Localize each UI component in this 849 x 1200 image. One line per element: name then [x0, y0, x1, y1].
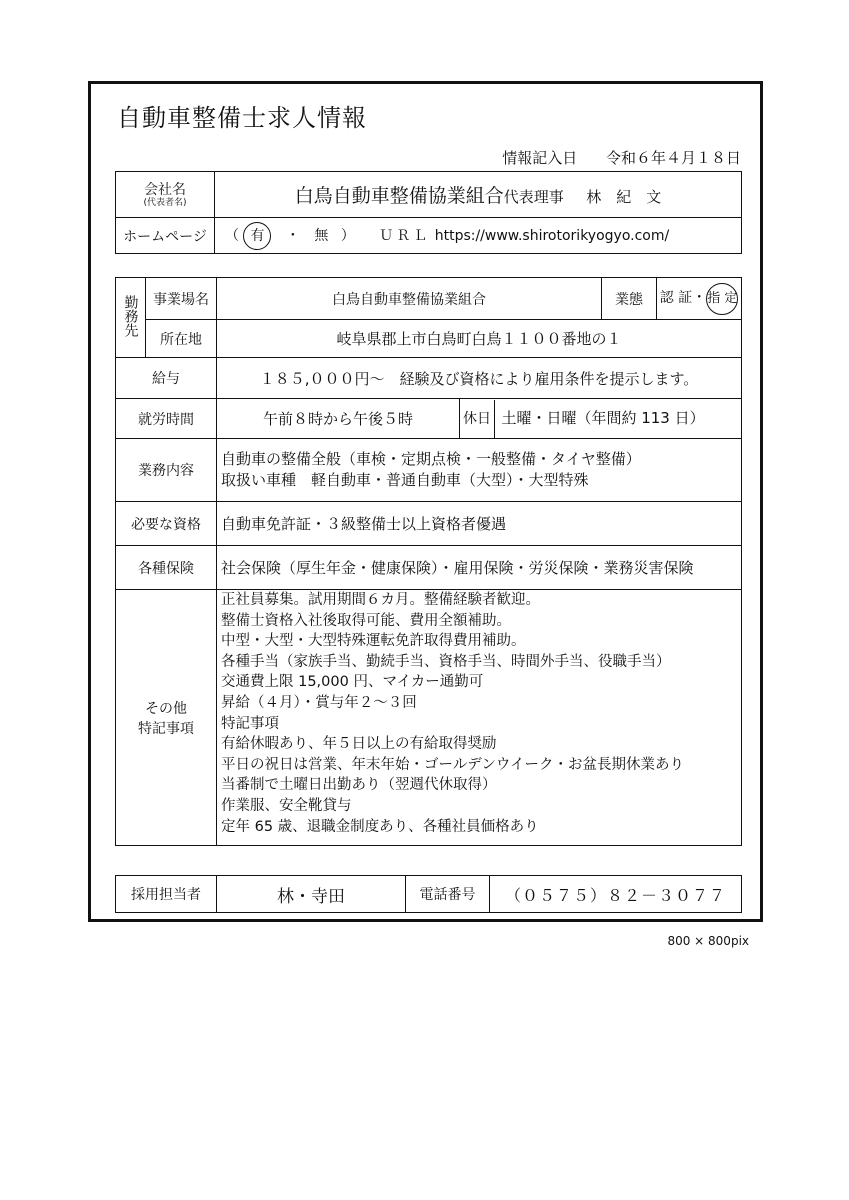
holiday-cell: [460, 399, 742, 439]
homepage-cell: [215, 218, 742, 254]
company-label-cell: [116, 172, 215, 218]
workplace-table: [115, 277, 742, 846]
holiday-value: 土曜・日曜（年間約 113 日）: [501, 408, 705, 427]
homepage-url-label: ＵＲＬ: [379, 227, 431, 244]
salary-label: 給与: [116, 358, 217, 399]
company-table: [115, 171, 742, 254]
entry-date-line: [502, 147, 741, 168]
homepage-yes-circled: 有: [243, 222, 271, 250]
company-rep-title: 代表理事: [503, 188, 564, 206]
office-name: 白鳥自動車整備協業組合: [217, 278, 602, 320]
notes-line-2: 整備士資格入社後取得可能、費用全額補助。: [221, 612, 511, 629]
phone-value: （０５７５）８２－３０７７: [490, 876, 742, 913]
business-type-label: 業態: [602, 278, 657, 320]
office-label: 事業場名: [146, 278, 217, 320]
company-sublabel: (代表者名): [143, 197, 187, 208]
address-value: 岐阜県郡上市白鳥町白鳥１１００番地の１: [217, 320, 742, 358]
entry-date-label: 情報記入日: [502, 149, 578, 167]
duties-cell: [217, 439, 742, 502]
qualification-value: 自動車免許証・３級整備士以上資格者優遇: [217, 502, 742, 546]
homepage-paren-open: （: [225, 227, 239, 244]
notes-label-cell: [116, 590, 217, 846]
insurance-label: 各種保険: [116, 546, 217, 590]
insurance-value: 社会保険（厚生年金・健康保険）・雇用保険・労災保険・業務災害保険: [217, 546, 742, 590]
notes-line-6: 昇給（４月）・賞与年２～３回: [221, 694, 417, 711]
homepage-label: ホームページ: [116, 218, 215, 254]
notes-line-7: 特記事項: [221, 715, 279, 732]
notes-line-8: 有給休暇あり、年５日以上の有給取得奨励: [221, 736, 497, 753]
notes-line-11: 作業服、安全靴貸与: [221, 797, 352, 814]
notes-label-2: 特記事項: [138, 720, 194, 737]
business-type-cell: [657, 278, 742, 320]
homepage-paren-close: ）: [340, 227, 355, 244]
notes-cell: [217, 590, 742, 846]
duties-line-2: 取扱い車種 軽自動車・普通自動車（大型）・大型特殊: [221, 471, 589, 489]
page-title: 自動車整備士求人情報: [117, 104, 367, 132]
homepage-no: 無: [314, 227, 329, 244]
address-label: 所在地: [146, 320, 217, 358]
contact-table: [115, 875, 742, 913]
notes-line-4: 各種手当（家族手当、勤続手当、資格手当、時間外手当、役職手当）: [221, 653, 671, 670]
homepage-sep: ・: [285, 227, 300, 244]
business-type-designated-circled: 指 定: [706, 283, 738, 315]
salary-value: １８５,０００円～ 経験及び資格により雇用条件を提示します。: [217, 358, 742, 399]
notes-line-10: 当番制で土曜日出勤あり（翌週代休取得）: [221, 777, 497, 794]
hours-label: 就労時間: [116, 399, 217, 439]
notes-line-9: 平日の祝日は営業、年末年始・ゴールデンウイーク・お盆長期休業あり: [221, 756, 684, 773]
notes-line-1: 正社員募集。試用期間６カ月。整備経験者歓迎。: [221, 592, 540, 608]
notes-line-5: 交通費上限 15,000 円、マイカー通勤可: [221, 674, 484, 691]
business-type-sep: ・: [692, 289, 707, 306]
company-name: 白鳥自動車整備協業組合: [294, 185, 504, 207]
duties-line-1: 自動車の整備全般（車検・定期点検・一般整備・タイヤ整備）: [221, 450, 641, 468]
notes-label-1: その他: [145, 700, 187, 717]
notes-line-3: 中型・大型・大型特殊運転免許取得費用補助。: [221, 633, 526, 650]
holiday-label: 休日: [460, 400, 495, 438]
company-label: 会社名: [144, 181, 186, 198]
notes-line-12: 定年 65 歳、退職金制度あり、各種社員価格あり: [221, 818, 539, 835]
homepage-url[interactable]: https://www.shirotorikyogyo.com/: [434, 227, 670, 244]
hours-value: 午前８時から午後５時: [217, 399, 460, 439]
duties-label: 業務内容: [116, 439, 217, 502]
image-size-note: 800 × 800pix: [667, 934, 749, 948]
entry-date-value: 令和６年４月１８日: [605, 149, 741, 167]
phone-label: 電話番号: [406, 876, 490, 913]
business-type-certified: 認 証: [659, 289, 693, 306]
recruiter-name: 林・寺田: [217, 876, 406, 913]
company-rep-name: 林 紀 文: [586, 188, 662, 206]
recruiter-label: 採用担当者: [116, 876, 217, 913]
qualification-label: 必要な資格: [116, 502, 217, 546]
workplace-group-label: 勤務先: [116, 278, 146, 358]
company-name-cell: [215, 172, 742, 218]
